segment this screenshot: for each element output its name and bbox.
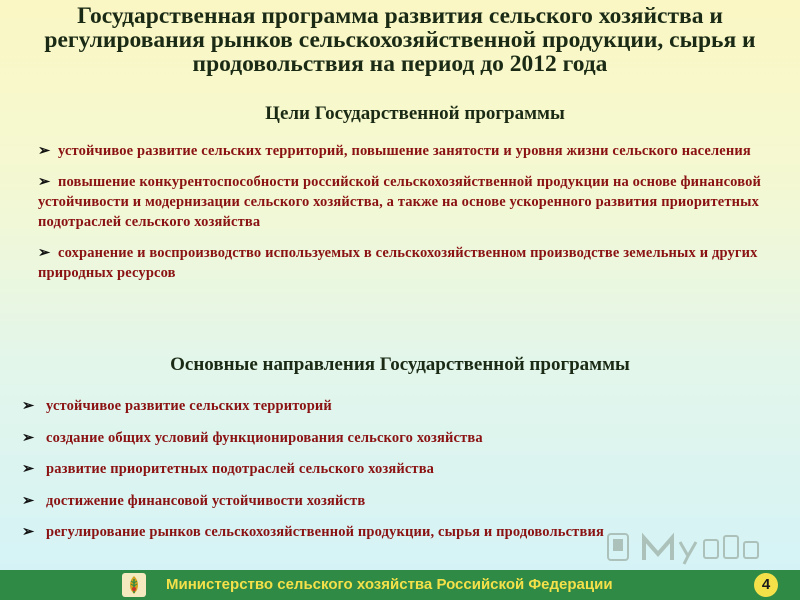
goal-text: сохранение и воспроизводство используемых в сельскохозяйственном производстве земельных и других природных ресурсов <box>38 245 758 281</box>
slide-title: Государственная программа развития сельского хозяйства и регулирования рынков сельскохозяйственной продукции, сырья и продовольствия на период до 2012 года <box>44 3 756 77</box>
direction-item <box>22 428 782 448</box>
directions-heading: Основные направления Государственной программы <box>170 354 630 375</box>
bullet-arrow-icon: ➢ <box>22 492 35 509</box>
goal-item <box>38 141 768 161</box>
emblem-graphic <box>122 573 146 597</box>
bullet-arrow-icon: ➢ <box>38 143 51 159</box>
goals-heading: Цели Государственной программы <box>265 103 565 124</box>
goal-text: устойчивое развитие сельских территорий, повышение занятости и уровня жизни сельского населения <box>58 143 751 159</box>
bullet-arrow-icon: ➢ <box>38 245 51 261</box>
bullet-arrow-icon: ➢ <box>22 461 35 477</box>
directions-list <box>22 396 782 554</box>
footer-bar <box>0 570 800 600</box>
direction-item <box>22 522 782 542</box>
direction-item <box>22 491 782 511</box>
direction-text: создание общих условий функционирования сельского хозяйства <box>46 429 483 446</box>
direction-text: регулирование рынков сельскохозяйственной продукции, сырья и продовольствия <box>46 524 604 540</box>
goals-list <box>38 141 768 294</box>
bullet-arrow-icon: ➢ <box>22 524 35 540</box>
bullet-arrow-icon: ➢ <box>22 429 35 446</box>
direction-item <box>22 459 782 479</box>
ministry-emblem-icon <box>122 573 146 597</box>
goal-item <box>38 243 768 283</box>
footer-ministry-name: Министерство сельского хозяйства Российской Федерации <box>166 576 613 593</box>
direction-text: устойчивое развитие сельских территорий <box>46 398 332 414</box>
goal-item <box>38 172 768 232</box>
bullet-arrow-icon: ➢ <box>38 174 51 190</box>
goal-text: повышение конкурентоспособности российской сельскохозяйственной продукции на основе финансовой устойчивости и модернизации сельского хозяйства, а также на основе ускоренного развития приоритетных подотраслей сельского хозяйства <box>38 174 761 230</box>
bullet-arrow-icon: ➢ <box>22 398 35 414</box>
direction-text: развитие приоритетных подотраслей сельского хозяйства <box>46 461 435 477</box>
direction-text: достижение финансовой устойчивости хозяйств <box>46 492 366 509</box>
page-number-badge: 4 <box>754 573 778 597</box>
direction-item <box>22 396 782 416</box>
